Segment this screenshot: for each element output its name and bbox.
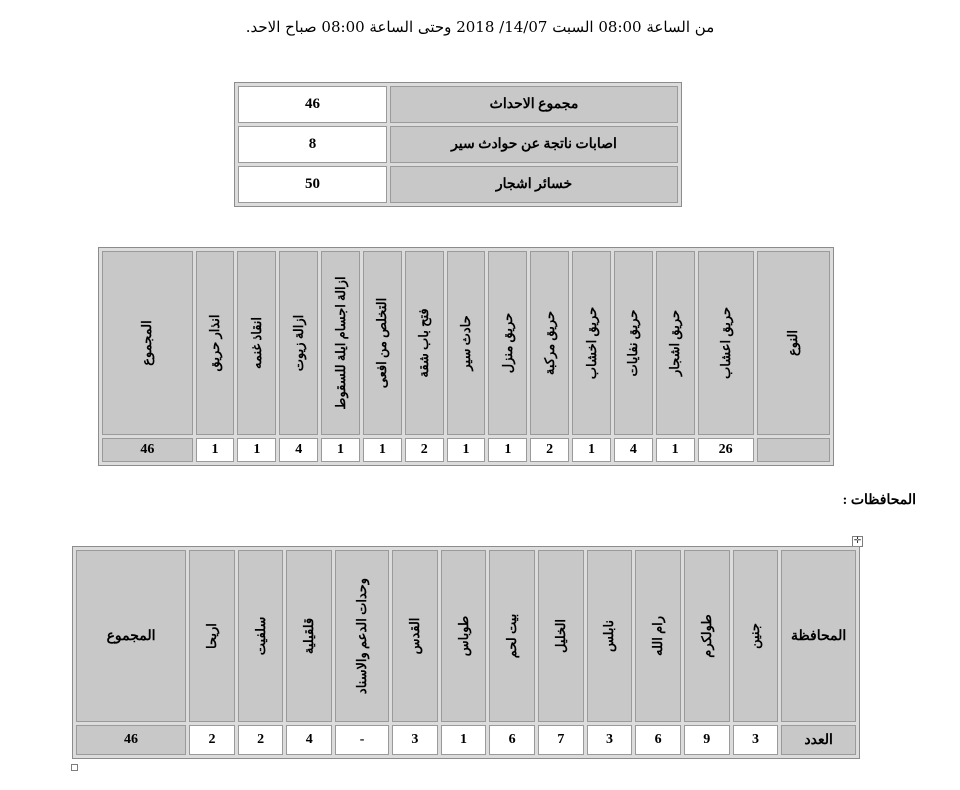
- type-value: 1: [488, 438, 527, 462]
- type-header: حريق منزل: [488, 251, 527, 435]
- type-header: حريق مركبة: [530, 251, 569, 435]
- gov-value: 6: [635, 725, 681, 755]
- type-header: حريق اعشاب: [698, 251, 754, 435]
- summary-value: 50: [238, 166, 387, 203]
- summary-label: اصابات ناتجة عن حوادث سير: [390, 126, 678, 163]
- types-row-header: النوع: [757, 251, 830, 435]
- table-row: [238, 126, 678, 163]
- gov-header: الخليل: [538, 550, 584, 722]
- gov-value: 3: [733, 725, 779, 755]
- gov-header: طولكرم: [684, 550, 730, 722]
- type-value: 4: [279, 438, 318, 462]
- type-value: 1: [447, 438, 486, 462]
- table-header-row: [76, 550, 856, 722]
- type-header: حريق نفايات: [614, 251, 653, 435]
- type-header: حريق اشجار: [656, 251, 695, 435]
- gov-header: رام الله: [635, 550, 681, 722]
- type-header: حريق اخشاب: [572, 251, 611, 435]
- type-value: 4: [614, 438, 653, 462]
- governorates-section-label: المحافظات :: [842, 493, 916, 508]
- type-header: فتح باب شقة: [405, 251, 444, 435]
- summary-value: 46: [238, 86, 387, 123]
- gov-header: جنين: [733, 550, 779, 722]
- type-value: 26: [698, 438, 754, 462]
- types-total-header: المجموع: [102, 251, 193, 435]
- gov-value: 2: [238, 725, 284, 755]
- gov-header: نابلس: [587, 550, 633, 722]
- gov-total-header: المجموع: [76, 550, 186, 722]
- gov-header: قلقيلية: [286, 550, 332, 722]
- type-value: 1: [363, 438, 402, 462]
- type-value: 1: [237, 438, 276, 462]
- gov-header: بيت لحم: [489, 550, 535, 722]
- types-row-blank: [757, 438, 830, 462]
- resize-square-icon[interactable]: [71, 764, 78, 771]
- type-value: 1: [321, 438, 360, 462]
- summary-table: [234, 82, 682, 207]
- gov-header: القدس: [392, 550, 438, 722]
- gov-value: 2: [189, 725, 235, 755]
- gov-count-label: العدد: [781, 725, 856, 755]
- type-value: 1: [572, 438, 611, 462]
- gov-value: 4: [286, 725, 332, 755]
- gov-value: 7: [538, 725, 584, 755]
- type-value: 2: [405, 438, 444, 462]
- types-total-value: 46: [102, 438, 193, 462]
- gov-header: سلفيت: [238, 550, 284, 722]
- type-header: حادث سير: [447, 251, 486, 435]
- type-value: 1: [196, 438, 235, 462]
- type-header: التخلص من افعى: [363, 251, 402, 435]
- table-row: [102, 438, 830, 462]
- table-header-row: [102, 251, 830, 435]
- type-header: ازالة اجسام ايلة للسقوط: [321, 251, 360, 435]
- table-row: [76, 725, 856, 755]
- gov-value: 9: [684, 725, 730, 755]
- summary-value: 8: [238, 126, 387, 163]
- incident-types-table: [98, 247, 834, 466]
- gov-value: 1: [441, 725, 487, 755]
- gov-value: 3: [392, 725, 438, 755]
- type-header: ازالة زيوت: [279, 251, 318, 435]
- type-header: انذار حريق: [196, 251, 235, 435]
- table-row: [238, 166, 678, 203]
- report-period-header: من الساعة 08:00 السبت 14/07/ 2018 وحتى الساعة 08:00 صباح الاحد.: [245, 18, 715, 36]
- gov-value: -: [335, 725, 389, 755]
- gov-value: 6: [489, 725, 535, 755]
- gov-row-header: المحافظة: [781, 550, 856, 722]
- gov-header: وحدات الدعم والاسناد: [335, 550, 389, 722]
- governorates-table: [72, 546, 860, 759]
- gov-header: اريحا: [189, 550, 235, 722]
- summary-label: مجموع الاحداث: [390, 86, 678, 123]
- move-cross-icon[interactable]: ✛: [853, 536, 862, 546]
- type-value: 2: [530, 438, 569, 462]
- gov-header: طوباس: [441, 550, 487, 722]
- gov-total-value: 46: [76, 725, 186, 755]
- gov-value: 3: [587, 725, 633, 755]
- type-value: 1: [656, 438, 695, 462]
- type-header: انقاذ غنمه: [237, 251, 276, 435]
- table-row: [238, 86, 678, 123]
- summary-label: خسائر اشجار: [390, 166, 678, 203]
